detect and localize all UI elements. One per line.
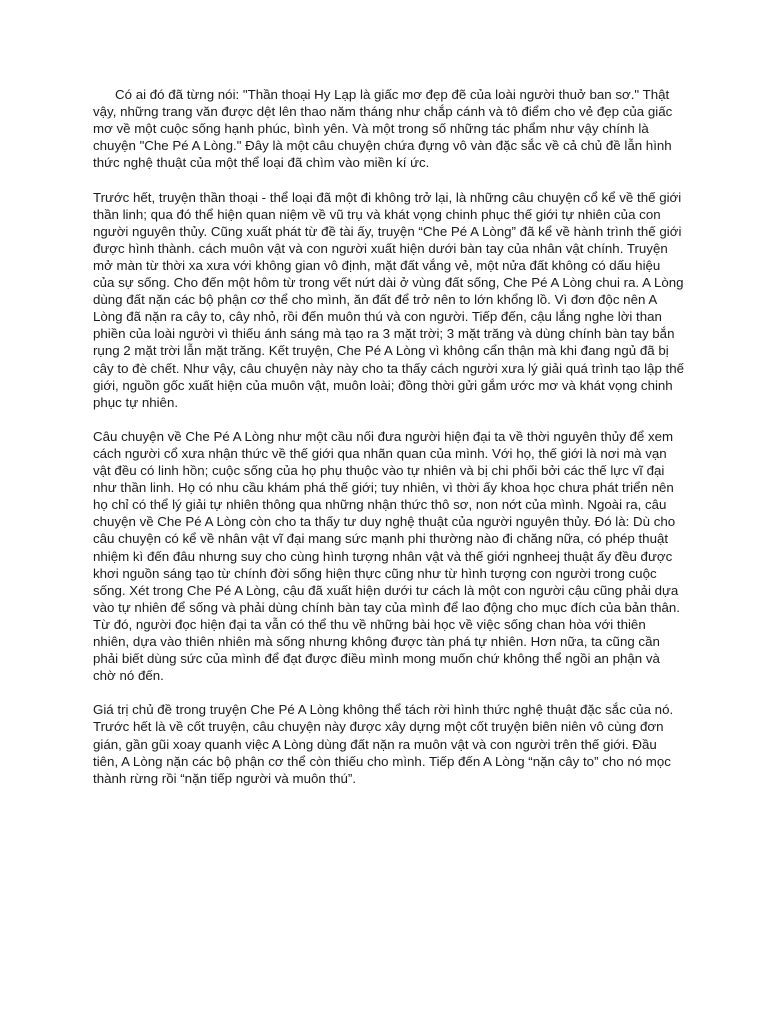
paragraph-intro: Có ai đó đã từng nói: "Thần thoại Hy Lạp là giấc mơ đẹp đẽ của loài người thuở ban sơ." Thật vậy, những trang văn được dệt lên thao năm tháng như chắp cánh và tô điểm cho vẻ đẹp của giấc mơ về một cuộc sống hạnh phúc, bình yên. Và một trong số những tác phẩm như vậy chính là chuyện "Che Pé A Lòng." Đây là một câu chuyện chứa đựng vô vàn đặc sắc về cả chủ đề lẫn hình thức nghệ thuật của một thể loại đã chìm vào miền kí ức. [93, 87, 673, 171]
paragraph-worldview: Câu chuyện về Che Pé A Lòng như một cầu nối đưa người hiện đại ta về thời nguyên thủy để xem cách người cổ xưa nhận thức về thế giới qua nhãn quan của mình. Với họ, thế giới là nơi mà vạn vật đều có linh hồn; cuộc sống của họ phụ thuộc vào tự nhiên và bị chi phối bởi các thế lực vĩ đại như thần linh. Họ có nhu cầu khám phá thế giới; tuy nhiên, vì thời ấy khoa học chưa phát triển nên họ chỉ có thể lý giải tự nhiên thông qua những nhận thức thô sơ, non nớt của mình. Ngoài ra, câu chuyện về Che Pé A Lòng còn cho ta thấy tư duy nghệ thuật của người nguyên thủy. Đó là: Dù cho câu chuyện có kể về nhân vật vĩ đại mang sức mạnh phi thường nào đi chăng nữa, có phép thuật nhiệm kì đến đâu nhưng suy cho cùng hình tượng nhân vật và thế giới ngnheej thuật ấy đều được khơi nguồn sáng tạo từ chính đời sống hiện thực cũng như từ hình tượng con người trong cuộc sống. Xét trong Che Pé A Lòng, cậu đã xuất hiện dưới tư cách là một con người cậu cũng phải dựa vào tự nhiên để sống và phải dùng chính bàn tay của mình để lao động cho mục đích của bản thân. Từ đó, người đọc hiện đại ta vẫn có thể thu về những bài học về việc sống chan hòa với thiên nhiên, dựa vào thiên nhiên mà sống nhưng không được tàn phá tự nhiên. Hơn nữa, ta cũng cần phải biết dùng sức của mình để đạt được điều mình mong muốn chứ không thể ngồi an phận và chờ nó đến. [93, 428, 680, 684]
paragraph-artistic-form: Giá trị chủ đề trong truyện Che Pé A Lòng không thể tách rời hình thức nghệ thuật đặc sắc của nó. Trước hết là về cốt truyện, câu chuyện này được xây dựng một cốt truyện biên niên vô cùng đơn gián, gần gũi xoay quanh việc A Lòng dùng đất nặn ra muôn vật và con người trên thế giới. Đầu tiên, A Lòng nặn các bộ phận cơ thể còn thiếu cho mình. Tiếp đến A Lòng “nặn cây to” cho nó mọc thành rừng rồi “nặn tiếp người và muôn thú”. [93, 702, 674, 786]
document-page [93, 86, 685, 804]
paragraph-myth-genre: Trước hết, truyện thần thoại - thể loại đã một đi không trở lại, là những câu chuyện cổ kể về thế giới thần linh; qua đó thể hiện quan niệm về vũ trụ và khát vọng chinh phục thế giới tự nhiên của con người nguyên thủy. Cũng xuất phát từ đề tài ấy, truyện “Che Pé A Lòng” đã kể về hành trình thế giới được hình thành. cách muôn vật và con người xuất hiện dưới bàn tay của nhân vật chính. Truyện mở màn từ thời xa xưa với không gian vô định, mặt đất vắng vẻ, một nửa đất không có dấu hiệu của sự sống. Cho đến một hôm từ trong vết nứt dài ở vùng đất sống, Che Pé A Lòng chui ra. A Lòng dùng đất nặn các bộ phận cơ thể cho mình, ăn đất để trở nên to lớn khổng lồ. Vì đơn độc nên A Lòng đã nặn ra cây to, cây nhỏ, rồi đến muôn thú và con người. Tiếp đến, cậu lắng nghe lời than phiền của loài người vì thiếu ánh sáng mà tạo ra 3 mặt trời; 3 mặt trăng và dùng chính bàn tay bắn rụng 2 mặt trời lẫn mặt trăng. Kết truyện, Che Pé A Lòng vì không cẩn thận mà khi đang ngủ đã bị cây to đè chết. Như vậy, câu chuyện này này cho ta thấy cách người xưa lý giải quá trình tạo lập thế giới, nguồn gốc xuất hiện của muôn vật, muôn loài; đồng thời gửi gắm ước mơ và khát vọng chinh phục tự nhiên. [93, 189, 685, 410]
